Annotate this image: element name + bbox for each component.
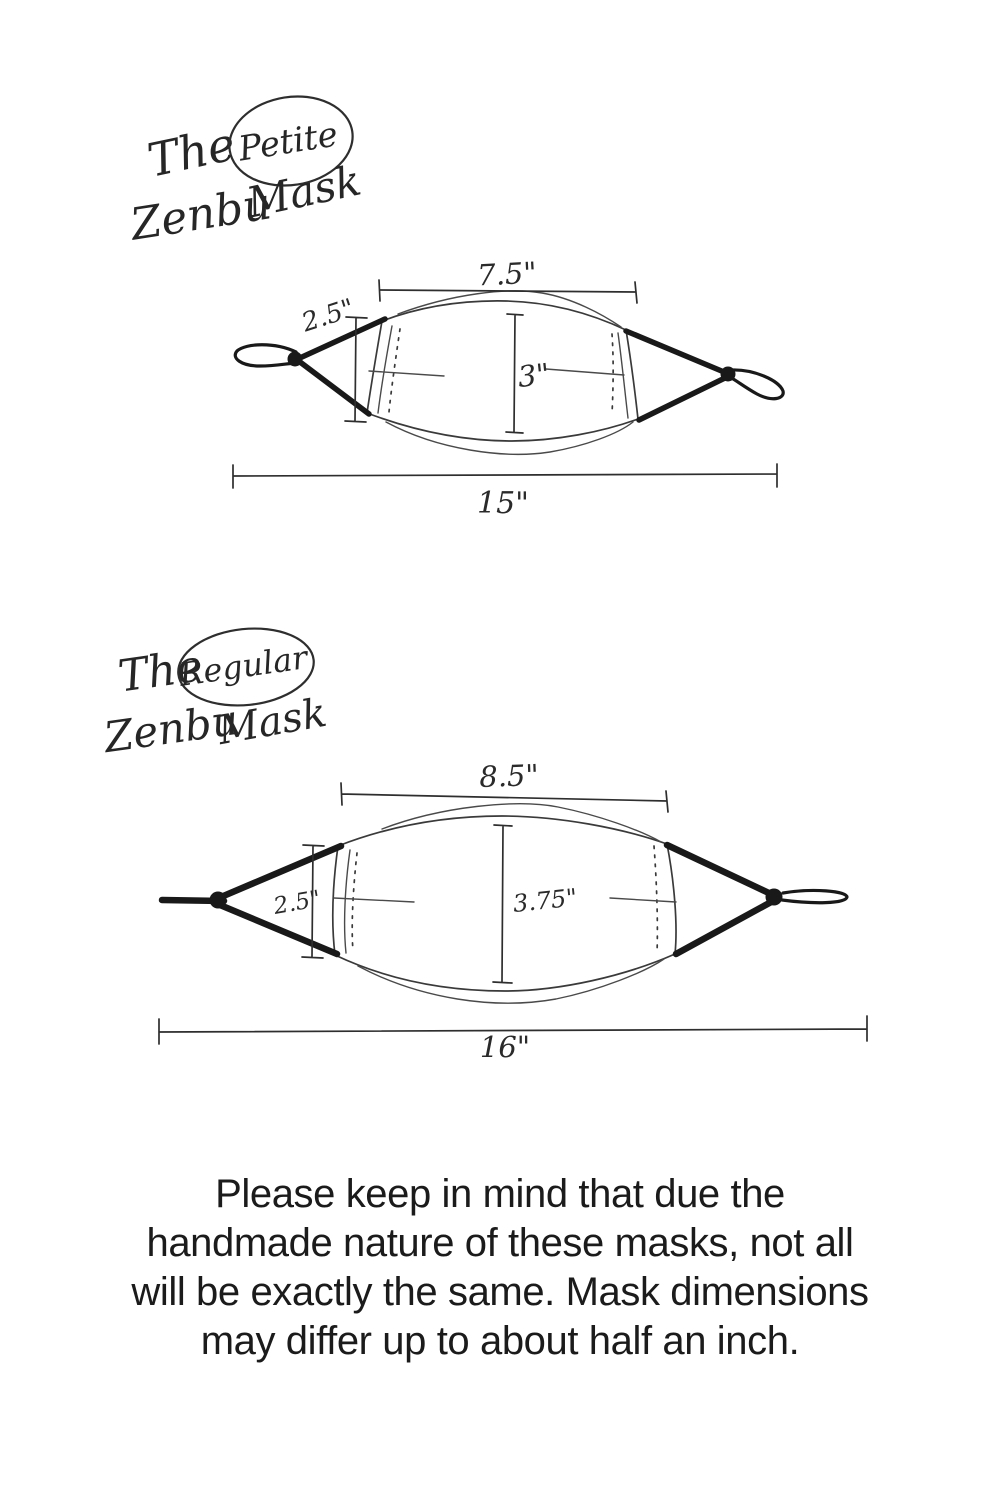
regular-left-upper-strap: [221, 846, 341, 897]
petite-bottom-edge-secondary: [386, 422, 633, 454]
regular-total-width-label: 16": [479, 1030, 531, 1064]
regular-center-height-dimline: [493, 825, 512, 983]
petite-side-height-label: 2.5": [298, 293, 359, 339]
petite-top-edge: [382, 301, 626, 330]
regular-right-upper-strap: [667, 845, 771, 894]
regular-title-mask: Mask: [214, 689, 331, 755]
disclaimer-line-1: Please keep in mind that due the: [215, 1172, 785, 1216]
petite-right-lower-strap: [639, 377, 727, 420]
regular-left-pleat-dashed: [352, 853, 357, 951]
petite-left-seam-line: [369, 371, 444, 376]
regular-center-height-label: 3.75": [511, 883, 579, 918]
petite-total-width-label: 15": [477, 486, 529, 521]
petite-center-height-label: 3": [516, 356, 552, 394]
regular-bottom-edge: [335, 954, 675, 991]
petite-left-knot: [288, 352, 303, 367]
petite-top-edge-secondary: [398, 291, 621, 327]
petite-dimensions: [233, 255, 777, 521]
petite-mask-body: [367, 291, 638, 454]
regular-right-ear-loop: [782, 890, 847, 902]
regular-mask-diagram: [99, 622, 867, 1064]
regular-right-edge: [667, 844, 676, 954]
petite-total-width-dimline: [233, 464, 777, 488]
petite-top-width-label: 7.5": [476, 255, 538, 293]
regular-bottom-edge-secondary: [358, 959, 664, 1003]
petite-mask-diagram: [125, 88, 783, 521]
regular-mask-body: [333, 804, 676, 1003]
regular-right-lower-strap: [676, 901, 773, 954]
regular-left-hem: [345, 850, 350, 953]
petite-bottom-edge: [367, 413, 638, 441]
regular-title-zenbu: Zenbu: [100, 694, 242, 763]
regular-left-knot: [210, 892, 227, 909]
petite-title-circled-word: Petite: [235, 114, 341, 170]
petite-left-lower-strap: [300, 362, 369, 414]
petite-right-edge: [626, 330, 638, 419]
petite-left-pleat-dashed: [389, 329, 400, 412]
regular-title: [99, 622, 330, 762]
petite-title-mask: Mask: [242, 155, 366, 228]
petite-left-ear-loop: [235, 345, 297, 366]
regular-title-circled-word: Regular: [176, 638, 310, 694]
regular-right-seam-line: [610, 898, 676, 902]
petite-title-zenbu: Zenbu: [127, 178, 275, 251]
regular-left-edge: [333, 846, 338, 955]
disclaimer-line-3: will be exactly the same. Mask dimensions: [131, 1270, 869, 1314]
regular-side-height-label: 2.5": [271, 886, 323, 920]
disclaimer-line-4: may differ up to about half an inch.: [200, 1319, 800, 1363]
disclaimer-paragraph: [0, 1170, 1000, 1366]
regular-right-pleat-dashed: [654, 846, 657, 953]
petite-right-ear-loop: [730, 370, 783, 399]
regular-right-knot: [766, 889, 783, 906]
regular-left-seam-line: [334, 898, 414, 902]
regular-straps: [162, 845, 847, 954]
petite-right-upper-strap: [626, 331, 724, 372]
petite-right-knot: [721, 367, 736, 382]
regular-title-the: The: [115, 640, 206, 703]
petite-title-the: The: [142, 116, 240, 188]
petite-title: [125, 88, 365, 251]
regular-top-width-label: 8.5": [478, 757, 540, 795]
disclaimer-line-2: handmade nature of these masks, not all: [146, 1221, 854, 1265]
petite-right-seam-line: [546, 369, 624, 375]
